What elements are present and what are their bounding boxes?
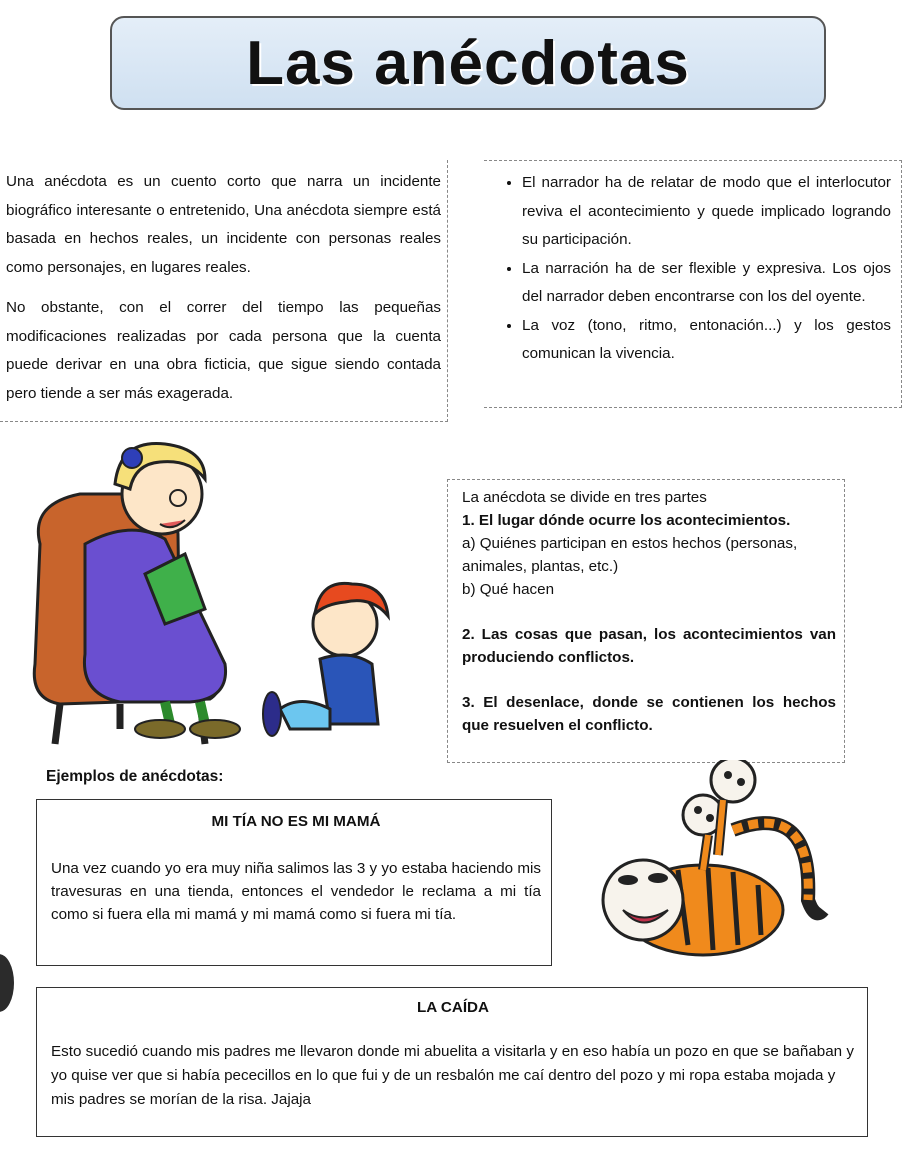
story-parts-box [447, 479, 845, 763]
rules-list [484, 169, 891, 369]
intro-section [0, 160, 448, 422]
story-1-body: Una vez cuando yo era muy niña salimos las 3 y yo estaba haciendo mis travesuras en una tienda, entonces el vendedor le reclama a mi tía como si fuera ella mi mamá y mi mamá como si fuera mi tía. [51, 860, 541, 923]
story-box-1 [36, 799, 552, 966]
story-1-title: MI TÍA NO ES MI MAMÁ [211, 813, 381, 830]
part-3: 3. El desenlace, donde se contienen los hechos que resuelven el conflicto. [462, 694, 836, 734]
examples-label: Ejemplos de anécdotas: [46, 768, 224, 785]
intro-paragraph-2: No obstante, con el correr del tiempo las pequeñas modificaciones realizadas por cada persona que la cuenta puede derivar en una obra ficticia, que sigue siendo contada pero tiende a ser más exagerada. [6, 299, 441, 402]
rule-item: • El narrador ha de relatar de modo que el interlocutor reviva el acontecimiento y quede implicado logrando su participación. [522, 169, 891, 255]
part-1: 1. El lugar dónde ocurre los acontecimientos. [462, 512, 791, 529]
intro-paragraph-1: Una anécdota es un cuento corto que narra un incidente biográfico interesante o entretenido, Una anécdota siempre está basada en hechos reales, un incidente con personas reales como personajes, en lugares reales. [6, 173, 441, 276]
grandmother-reading-illustration [0, 424, 445, 769]
story-box-2 [36, 987, 868, 1137]
parts-intro: La anécdota se divide en tres partes [462, 489, 707, 506]
grandma-dress [84, 530, 225, 702]
story-2-title: LA CAÍDA [417, 999, 489, 1016]
edge-tab [0, 954, 14, 1012]
story-2-body: Esto sucedió cuando mis padres me llevaron donde mi abuelita a visitarla y en eso había un pozo en que se bañaban y yo quise ver que si había pececillos en lo que fui y de un resbalón me caí dentro del pozo y mi ropa estaba mojada y mis padres se morían de la risa. Jajaja [51, 1043, 854, 1108]
rule-item: • La voz (tono, ritmo, entonación...) y los gestos comunican la vivencia. [522, 312, 891, 369]
rule-item: • La narración ha de ser flexible y expresiva. Los ojos del narrador deben encontrarse con los del oyente. [522, 255, 891, 312]
part-1a: a) Quiénes participan en estos hechos (personas, animales, plantas, etc.) [462, 535, 798, 575]
narration-rules-box [484, 160, 902, 408]
page-title: Las anécdotas [246, 28, 690, 98]
laughing-tiger-illustration [583, 760, 833, 980]
part-2: 2. Las cosas que pasan, los acontecimientos van produciendo conflictos. [462, 626, 836, 666]
part-1b: b) Qué hacen [462, 581, 555, 598]
title-banner [110, 16, 826, 110]
